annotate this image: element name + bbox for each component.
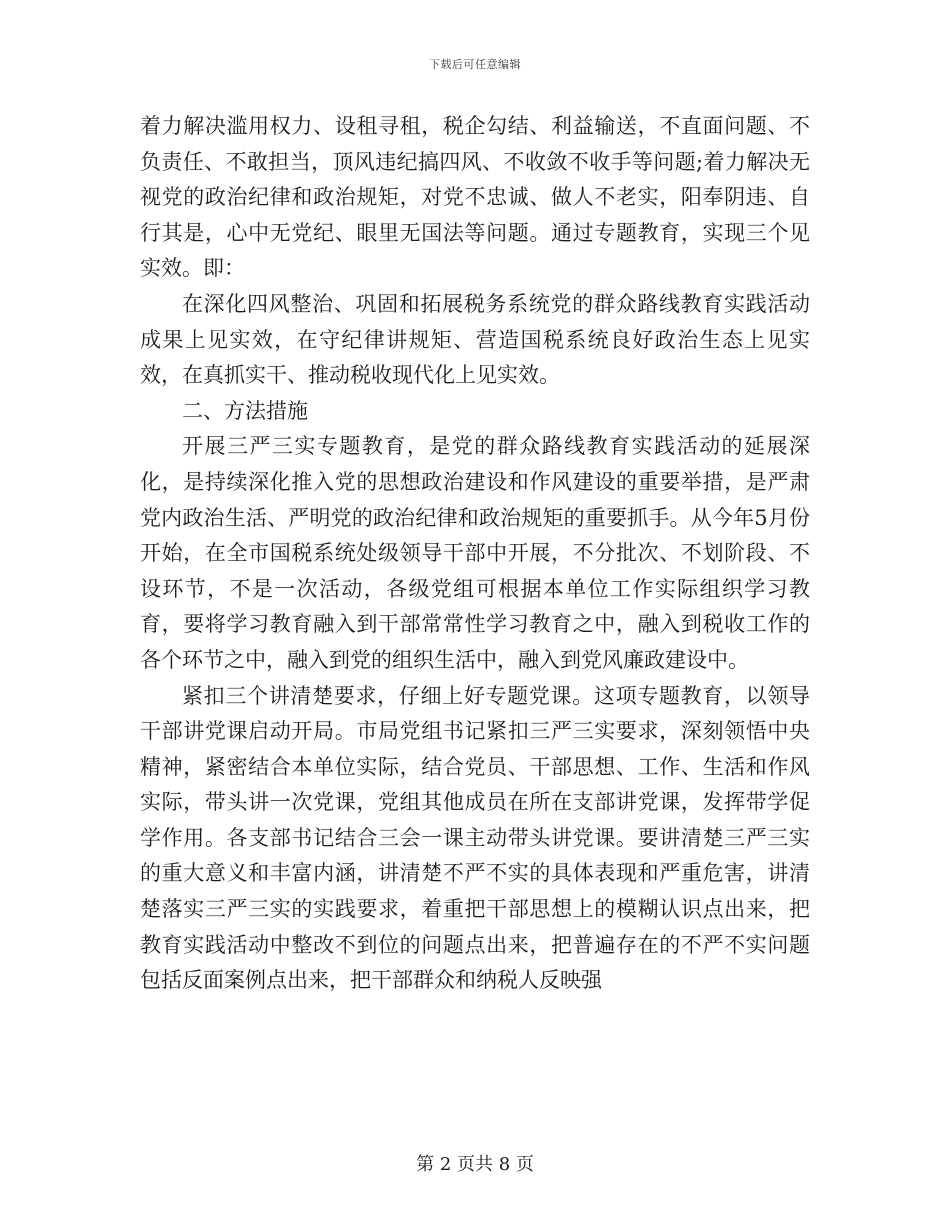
paragraph-continued: 着力解决滥用权力、设租寻租，税企勾结、利益输送，不直面问题、不负责任、不敢担当，顶风违纪搞四风、不收敛不收手等问题;着力解决无视党的政治纪律和政治规矩，对党不忠诚、做人不老实，阳奉阴违、自行其是，心中无党纪、眼里无国法等问题。通过专题教育，实现三个见实效。即： [140,114,810,281]
header-note: 下载后可任意编辑 [429,58,521,71]
section-heading-methods: 二、方法措施 [182,398,308,423]
paragraph-results: 在深化四风整治、巩固和拓展税务系统党的群众路线教育实践活动成果上见实效，在守纪律讲规矩、营造国税系统良好政治生态上见实效，在真抓实干、推动税收现代化上见实效。 [140,291,810,388]
paragraph-party-lecture: 紧扣三个讲清楚要求，仔细上好专题党课。这项专题教育，以领导干部讲党课启动开局。市局党组书记紧扣三严三实要求，深刻领悟中央精神，紧密结合本单位实际，结合党员、干部思想、工作、生活和作风实际，带头讲一次党课，党组其他成员在所在支部讲党课，发挥带学促学作用。各支部书记结合三会一课主动带头讲党课。要讲清楚三严三实的重大意义和丰富内涵，讲清楚不严不实的具体表现和严重危害，讲清楚落实三严三实的实践要求，着重把干部思想上的模糊认识点出来，把教育实践活动中整改不到位的问题点出来，把普遍存在的不严不实问题包括反面案例点出来，把干部群众和纳税人反映强 [140,683,810,993]
paragraph-methods: 开展三严三实专题教育，是党的群众路线教育实践活动的延展深化，是持续深化推入党的思想政治建设和作风建设的重要举措，是严肃党内政治生活、严明党的政治纪律和政治规矩的重要抓手。从今年5月份开始，在全市国税系统处级领导干部中开展，不分批次、不划阶段、不设环节，不是一次活动，各级党组可根据本单位工作实际组织学习教育，要将学习教育融入到干部常常性学习教育之中，融入到税收工作的各个环节之中，融入到党的组织生活中，融入到党风廉政建设中。 [140,434,810,672]
page-indicator: 第 2 页共 8 页 [416,1154,534,1175]
document-body [140,109,810,999]
